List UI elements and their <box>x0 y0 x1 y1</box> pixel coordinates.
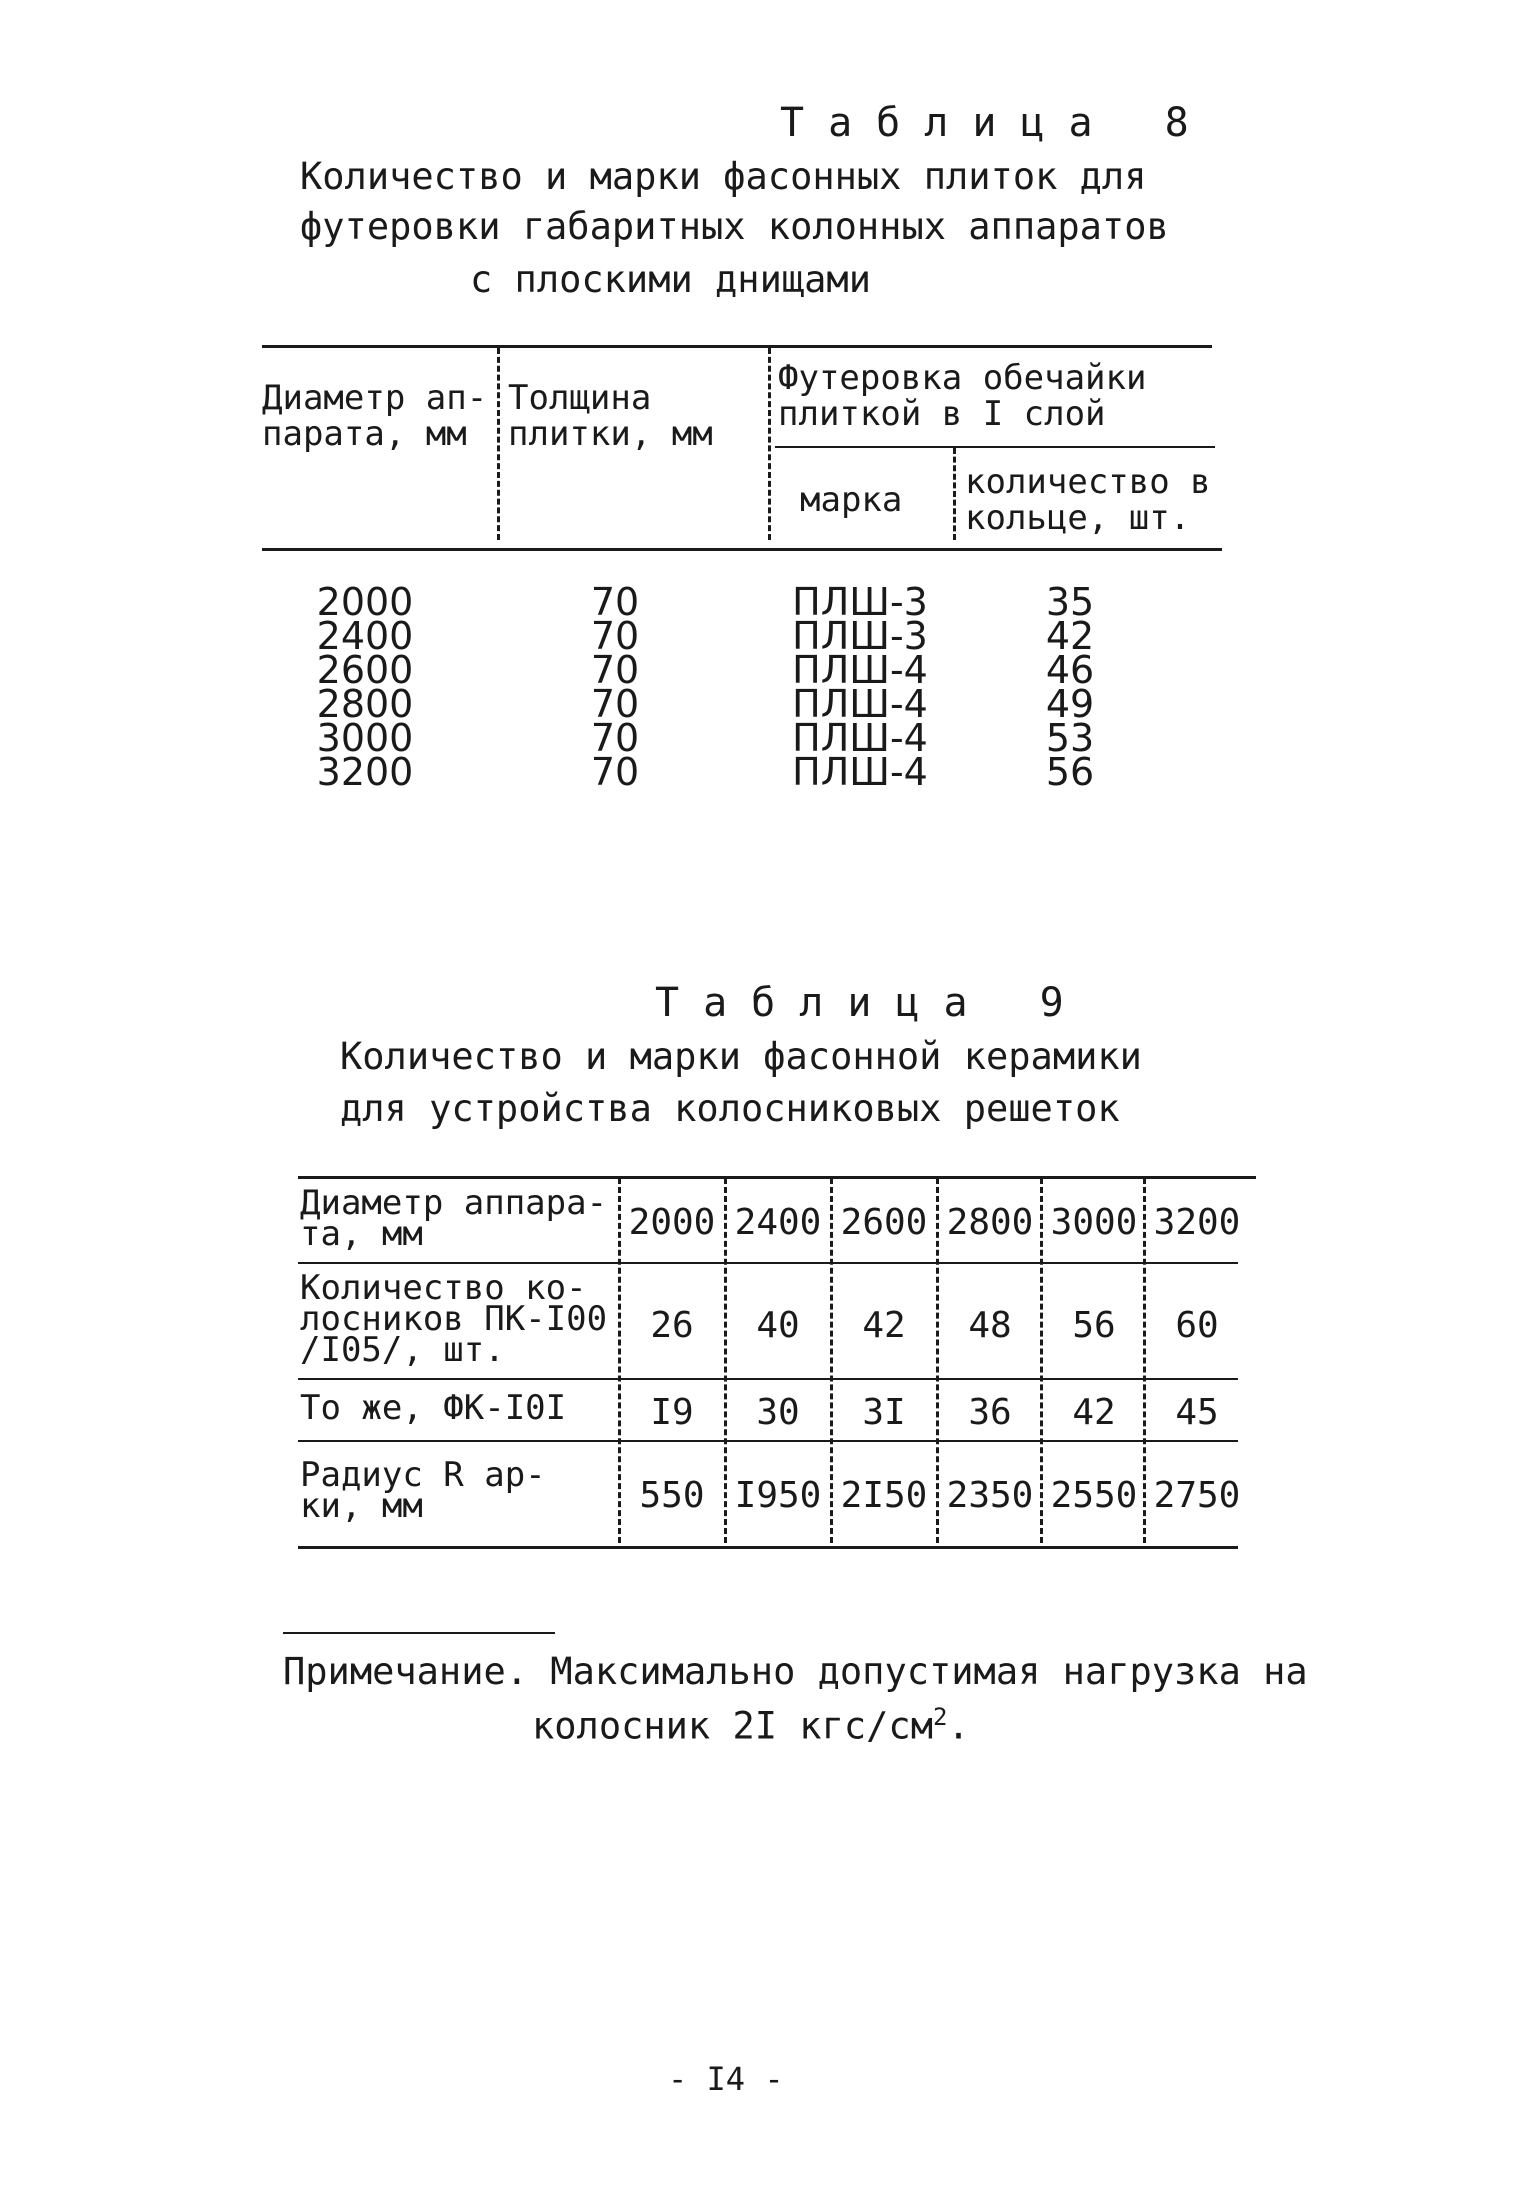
note-line-1: Примечание. Максимально допустимая нагрузка на <box>283 1650 1308 1693</box>
table8-caption-line-3: с плоскими днищами <box>470 258 871 301</box>
table8-header-diameter: Диаметр ап- парата, мм <box>262 378 488 454</box>
table-cell: ПЛШ-4 <box>792 682 928 726</box>
table8-col-divider <box>497 348 500 540</box>
table-cell: 42 <box>862 1305 906 1346</box>
table-cell: 3000 <box>1050 1202 1138 1243</box>
table8-group-rule <box>775 446 1215 448</box>
table-cell: 70 <box>590 716 640 760</box>
table-cell: 3I <box>862 1392 906 1433</box>
table-cell: 70 <box>590 614 640 658</box>
table9-bottom-rule <box>298 1546 1238 1549</box>
table-cell: I950 <box>734 1475 822 1516</box>
note-line-2: колосник 2I кгс/$см^2$. <box>532 1703 970 1748</box>
table9-row-rule <box>298 1440 1238 1442</box>
table-cell: 70 <box>590 750 640 794</box>
table-cell: 2I50 <box>840 1475 928 1516</box>
table-cell: 26 <box>650 1305 694 1346</box>
table-cell: I9 <box>650 1392 694 1433</box>
table-cell: 42 <box>1045 614 1095 658</box>
table8-top-rule <box>262 345 1212 348</box>
table-cell: 70 <box>590 580 640 624</box>
table9-row-rule <box>298 1262 1238 1264</box>
table-cell: 2600 <box>316 648 414 692</box>
table-cell: 550 <box>639 1475 705 1516</box>
table-cell: 2400 <box>734 1202 822 1243</box>
table-cell: 3200 <box>1153 1202 1241 1243</box>
table-cell: 45 <box>1175 1392 1219 1433</box>
table-cell: 2800 <box>316 682 414 726</box>
table-cell: 2350 <box>946 1475 1034 1516</box>
table8-count-column <box>1030 580 1110 794</box>
table9-row-rule <box>298 1378 1238 1380</box>
table9-row-label: Радиус R ар- ки, мм <box>300 1455 546 1526</box>
table8-col-divider <box>768 348 771 540</box>
table-cell: 70 <box>590 682 640 726</box>
table8-mark-column <box>790 580 930 794</box>
table8-header-lining: Футеровка обечайки плиткой в I слой <box>778 358 1147 434</box>
table8-col-divider <box>953 448 956 540</box>
table8-diameter-column <box>300 580 430 794</box>
table-cell: 2000 <box>628 1202 716 1243</box>
table9-title: Таблица 9 <box>655 980 1088 1026</box>
table-cell: 56 <box>1072 1305 1116 1346</box>
table-cell: 60 <box>1175 1305 1219 1346</box>
table9-row-label: Диаметр аппара- та, мм <box>300 1183 608 1254</box>
table-cell: 2400 <box>316 614 414 658</box>
table-cell: 36 <box>968 1392 1012 1433</box>
table-cell: 2800 <box>946 1202 1034 1243</box>
table-cell: 3000 <box>316 716 414 760</box>
table8-thickness-column <box>570 580 660 794</box>
table-cell: 46 <box>1045 648 1095 692</box>
table-cell: 53 <box>1045 716 1095 760</box>
table-cell: ПЛШ-4 <box>792 648 928 692</box>
table-cell: 2000 <box>316 580 414 624</box>
table-cell: 2550 <box>1050 1475 1138 1516</box>
table8-caption-line-2: футеровки габаритных колонных аппаратов <box>300 205 1169 248</box>
table-cell: 30 <box>756 1392 800 1433</box>
table-cell: 2750 <box>1153 1475 1241 1516</box>
table-cell: ПЛШ-4 <box>792 750 928 794</box>
table-cell: ПЛШ-4 <box>792 716 928 760</box>
table-cell: 42 <box>1072 1392 1116 1433</box>
table8-header-thickness: Толщина плитки, мм <box>508 378 713 454</box>
table-cell: 48 <box>968 1305 1012 1346</box>
table9-caption-line-1: Количество и марки фасонной керамики <box>340 1035 1142 1078</box>
table-cell: ПЛШ-3 <box>792 614 928 658</box>
table8-caption-line-1: Количество и марки фасонных плиток для <box>300 155 1147 198</box>
table-cell: 40 <box>756 1305 800 1346</box>
table9-top-rule <box>298 1176 1256 1179</box>
table-cell: ПЛШ-3 <box>792 580 928 624</box>
table9-caption-line-2: для устройства колосниковых решеток <box>340 1087 1120 1130</box>
table-cell: 2600 <box>840 1202 928 1243</box>
table-cell: 70 <box>590 648 640 692</box>
table8-title: Таблица 8 <box>780 100 1213 146</box>
table-cell: 56 <box>1045 750 1095 794</box>
table-cell: 49 <box>1045 682 1095 726</box>
note-separator <box>283 1632 555 1634</box>
table9-row-label: Количество ко- лосников ПК-I00 /I05/, шт. <box>300 1268 608 1370</box>
table8-header-rule <box>262 548 1222 551</box>
page-number: - I4 - <box>668 2060 784 2098</box>
note-superscript: 2 <box>932 1703 948 1731</box>
table9-row-label: То же, ФК-I0I <box>300 1388 567 1428</box>
table8-header-mark: марка <box>800 480 903 520</box>
table-cell: 35 <box>1045 580 1095 624</box>
table-cell: 3200 <box>316 750 414 794</box>
table8-header-count: количество в кольце, шт. <box>965 462 1211 538</box>
